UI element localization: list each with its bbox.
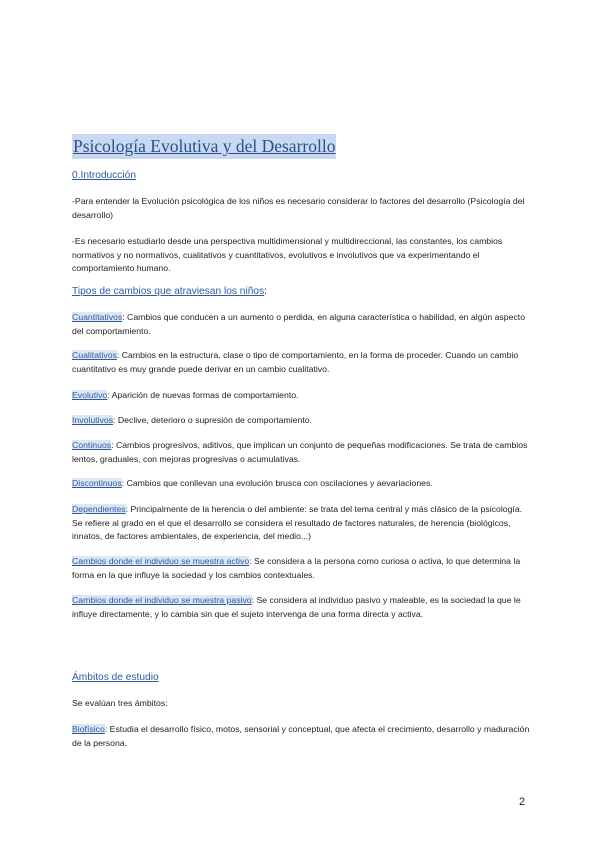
tipos-heading-line (72, 285, 532, 299)
term-description: : Principalmente de la herencia o del ambiente: se trata del tema central y más clásico de la psicología. Se refiere al grado en el que el desarrollo se considera el resultado de factores naturales, de herencia (biológicos, innatos, de factores ambientales, de experiencia, del medio...) (72, 504, 523, 541)
term-description: : Se considera a la persona como curiosa o activa, lo que determina la forma en la que influye la sociedad y los cambios contextuales. (72, 556, 521, 580)
term-link[interactable]: Evolutivo (72, 390, 108, 400)
term-link[interactable]: Cambios donde el individuo se muestra activo (72, 556, 250, 566)
term-description: : Cambios que conducen a un aumento o perdida, en alguna característica o habilidad, en algún aspecto del comportamiento. (72, 312, 526, 336)
term-description: : Aparición de nuevas formas de comportamiento. (107, 390, 299, 400)
term-link[interactable]: Involutivos (72, 415, 114, 425)
intro-heading-link[interactable]: 0.Introducción (72, 170, 136, 181)
tipos-heading-colon: : (264, 286, 268, 297)
tipos-heading-link[interactable]: Tipos de cambios que atraviesan los niños (72, 286, 265, 297)
item-activo (72, 555, 532, 582)
term-link[interactable]: Cualitativos (72, 350, 117, 360)
ambitos-heading-link[interactable]: Ámbitos de estudio (72, 672, 159, 683)
term-description: : Estudia el desarrollo físico, motos, sensorial y conceptual, que afecta el crecimiento, desarrollo y maduración de la persona. (72, 724, 530, 748)
intro-paragraph-1: -Para entender la Evolución psicológica de los niños es necesario considerar lo factores del desarrollo (Psicología del desarrollo) (72, 196, 525, 220)
term-link[interactable]: Cambios donde el individuo se muestra pasivo (72, 595, 252, 605)
term-description: : Se considera al individuo pasivo y maleable, es la sociedad la que le influye directamente, y lo cambia sin que el sujeto intervenga de una forma directa y activa. (72, 595, 521, 619)
item-dependientes (72, 503, 532, 544)
term-link[interactable]: Dependientes (72, 504, 126, 514)
item-involutivos (72, 414, 532, 428)
term-link[interactable]: Biofísico (72, 724, 105, 734)
term-link[interactable]: Cuantitativos (72, 312, 123, 322)
item-discontinuos (72, 477, 532, 491)
ambitos-intro: Se evalúan tres ámbitos: (72, 698, 168, 708)
term-description: : Cambios que conllevan una evolución brusca con oscilaciones y aevariaciones. (121, 478, 433, 488)
term-link[interactable]: Discontinuos (72, 478, 122, 488)
page-number: 2 (519, 796, 526, 808)
item-cuantitativos (72, 311, 532, 338)
term-description: : Declive, deterioro o supresión de comportamiento. (113, 415, 312, 425)
term-description: : Cambios progresivos, aditivos, que implican un conjunto de pequeñas modificaciones. Se trata de cambios lentos, graduales, con mejoras progresivas o acumulativas. (72, 440, 528, 464)
item-biofisico (72, 723, 532, 750)
term-description: : Cambios en la estructura, clase o tipo de comportamiento, en la forma de proceder. Cuando un cambio cuantitativo es muy grande puede derivar en un cambio cualitativo. (72, 350, 519, 374)
item-cualitativos (72, 349, 532, 376)
item-pasivo (72, 594, 532, 621)
page-title: Psicología Evolutiva y del Desarrollo (72, 134, 336, 159)
item-continuos (72, 439, 532, 466)
intro-paragraph-2: -Es necesario estudiarlo desde una perspectiva multidimensional y multidireccional, las constantes, los cambios normativos y no normativos, cualitativos y cuantitativos, evolutivos e involutivos que va experimentando el comportamiento humano. (72, 236, 503, 273)
term-link[interactable]: Continuos (72, 440, 112, 450)
item-evolutivo (72, 389, 532, 403)
